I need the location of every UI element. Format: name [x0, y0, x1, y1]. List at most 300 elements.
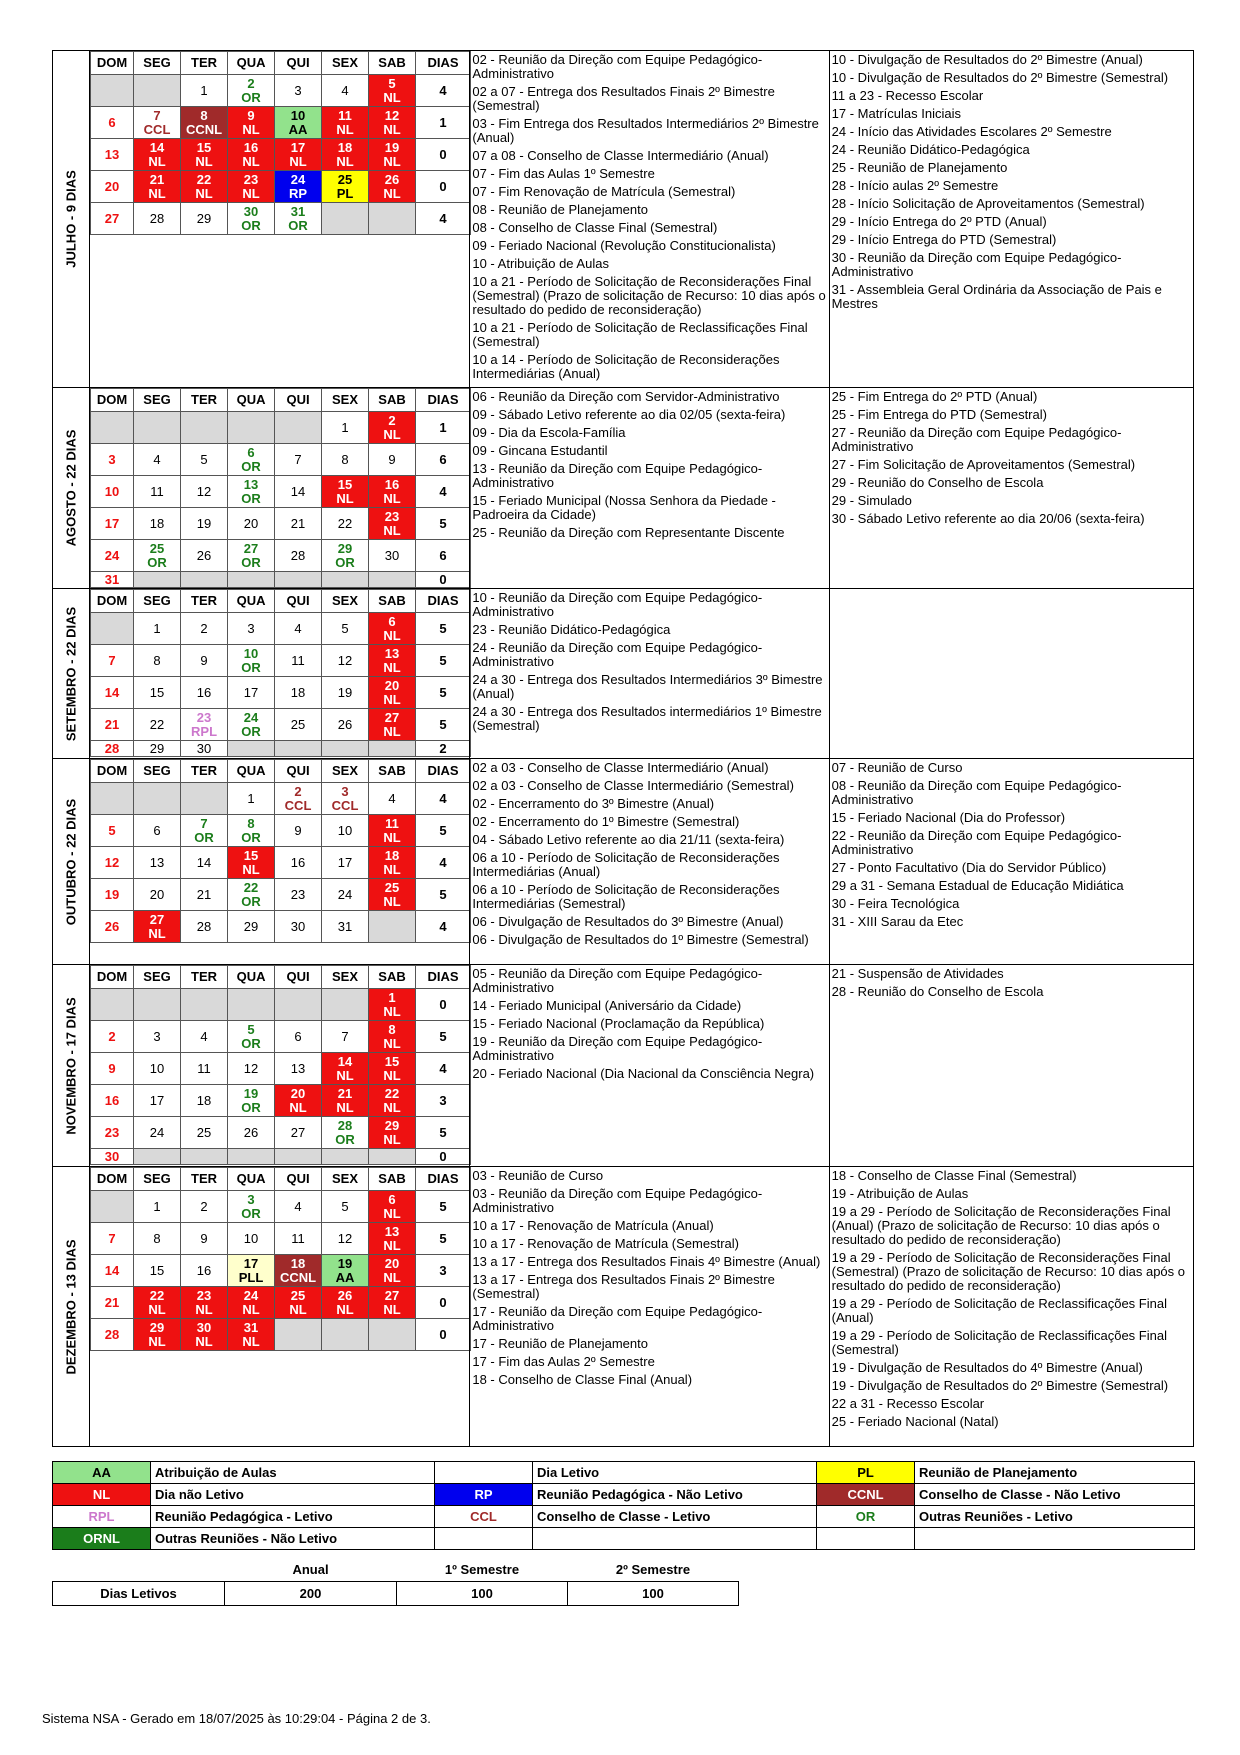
event-item: 10 a 21 - Período de Solicitação de Reclassificações Final (Semestral): [472, 320, 808, 349]
empty-day-cell: [369, 911, 416, 943]
event-item: 25 - Reunião da Direção com Representante Discente: [472, 525, 785, 540]
week-day-count: 4: [416, 783, 471, 815]
event-item: 19 a 29 - Período de Solicitação de Reconsiderações Final (Anual) (Prazo de solicitação de Recurso: 10 dias após o resultado do pedido de reconsideração): [831, 1204, 1171, 1247]
event-item: 13 a 17 - Entrega dos Resultados Finais 4º Bimestre (Anual): [472, 1254, 821, 1269]
month-events-column: [829, 1167, 1193, 1447]
totals-row-label: Dias Letivos: [53, 1582, 225, 1606]
day-number: 5: [200, 451, 208, 467]
empty-day-cell: [275, 741, 322, 757]
event-item: 31 - XIII Sarau da Etec: [831, 914, 964, 929]
week-row: [91, 540, 471, 572]
day-number: 11: [197, 1060, 211, 1076]
day-number: 11: [150, 483, 164, 499]
day-cell: [181, 540, 228, 572]
event-list: [830, 759, 1193, 935]
event-item: 29 - Início Entrega do 2º PTD (Anual): [831, 214, 1047, 229]
day-cell: [181, 444, 228, 476]
week-day-count: 3: [416, 1255, 471, 1287]
day-number: 17: [104, 515, 120, 531]
event-item: 19 - Atribuição de Aulas: [831, 1186, 969, 1201]
event-list: [830, 965, 1193, 1005]
week-row: [91, 476, 471, 508]
day-number: 26: [104, 918, 120, 934]
day-number: 25: [384, 879, 400, 895]
day-cell: [134, 1223, 181, 1255]
day-code: NL: [383, 1003, 401, 1019]
day-number: 13: [149, 854, 165, 870]
day-cell: [228, 815, 275, 847]
day-code: OR: [288, 217, 308, 233]
week-day-count: 4: [416, 75, 471, 107]
day-cell: [134, 1021, 181, 1053]
day-cell: [134, 540, 181, 572]
day-number: 14: [149, 139, 165, 155]
day-code: NL: [148, 1301, 166, 1317]
weekday-header: DOM: [91, 389, 134, 412]
day-cell: [275, 1287, 322, 1319]
weekday-header: DIAS: [416, 52, 471, 75]
week-day-count: 3: [416, 1085, 471, 1117]
day-cell: [322, 139, 369, 171]
month-title: DEZEMBRO - 13 DIAS: [63, 1238, 79, 1375]
event-list: [470, 51, 828, 387]
day-number: 22: [243, 879, 259, 895]
event-item: 03 - Fim Entrega dos Resultados Intermediários 2º Bimestre (Anual): [472, 116, 819, 145]
day-cell: [275, 1223, 322, 1255]
event-item: 02 - Encerramento do 3º Bimestre (Anual): [472, 796, 715, 811]
event-item: 29 - Reunião do Conselho de Escola: [831, 475, 1044, 490]
day-cell: [91, 1149, 134, 1165]
empty-day-cell: [134, 989, 181, 1021]
weekday-header-row: [91, 590, 471, 613]
day-number: 13: [243, 476, 259, 492]
day-number: 21: [337, 1085, 353, 1101]
day-cell: [322, 1223, 369, 1255]
empty-day-cell: [369, 741, 416, 757]
day-number: 16: [104, 1092, 120, 1108]
totals-value-sem1: 100: [397, 1582, 568, 1606]
empty-day-cell: [228, 1149, 275, 1165]
day-number: 4: [153, 451, 161, 467]
day-cell: [91, 847, 134, 879]
day-cell: [134, 508, 181, 540]
empty-day-cell: [91, 75, 134, 107]
day-cell: [134, 1191, 181, 1223]
day-code: OR: [241, 829, 261, 845]
month-title: NOVEMBRO - 17 DIAS: [63, 996, 79, 1135]
day-cell: [228, 171, 275, 203]
event-item: 24 a 30 - Entrega dos Resultados intermediários 1º Bimestre (Semestral): [472, 704, 822, 733]
month-grid-cell: [90, 589, 470, 759]
day-number: 16: [384, 476, 400, 492]
day-cell: [369, 677, 416, 709]
day-number: 27: [290, 1124, 306, 1140]
day-number: 11: [291, 1230, 305, 1246]
event-item: 19 a 29 - Período de Solicitação de Reconsiderações Final (Semestral) (Prazo de solicitação de Recurso: 10 dias após o resultado do pedido de reconsideração): [831, 1250, 1186, 1293]
day-code: OR: [335, 1131, 355, 1147]
weekday-header: SAB: [369, 966, 416, 989]
month-events-column: [470, 1167, 829, 1447]
day-code: PLL: [238, 1269, 264, 1285]
totals-header: 2º Semestre: [615, 1562, 691, 1577]
week-row: [91, 911, 471, 943]
event-item: 10 a 17 - Renovação de Matrícula (Semestral): [472, 1236, 739, 1251]
day-number: 26: [196, 547, 212, 563]
weekday-header: QUA: [228, 760, 275, 783]
week-day-count: 0: [416, 1319, 471, 1351]
day-cell: [228, 677, 275, 709]
event-item: 17 - Fim das Aulas 2º Semestre: [472, 1354, 655, 1369]
legend-label: Reunião de Planejamento: [915, 1462, 1195, 1484]
day-cell: [134, 1287, 181, 1319]
week-row: [91, 1223, 471, 1255]
day-cell: [228, 879, 275, 911]
day-cell: [322, 815, 369, 847]
day-cell: [275, 1117, 322, 1149]
day-cell: [322, 476, 369, 508]
day-code: PL: [336, 185, 354, 201]
day-cell: [91, 508, 134, 540]
day-cell: [134, 1319, 181, 1351]
weekday-header: TER: [181, 389, 228, 412]
day-code: NL: [148, 185, 166, 201]
day-number: 31: [337, 918, 353, 934]
day-cell: [134, 847, 181, 879]
day-number: 18: [290, 684, 306, 700]
month-grid-cell: [90, 965, 470, 1167]
day-cell: [369, 783, 416, 815]
day-number: 14: [104, 1262, 120, 1278]
empty-day-cell: [91, 613, 134, 645]
event-item: 19 - Divulgação de Resultados do 4º Bimestre (Anual): [831, 1360, 1143, 1375]
day-code: NL: [148, 153, 166, 169]
day-number: 20: [149, 886, 165, 902]
weekday-header: QUA: [228, 1168, 275, 1191]
legend-label: [533, 1528, 817, 1550]
day-number: 24: [290, 171, 306, 187]
day-cell: [369, 709, 416, 741]
event-item: 19 a 29 - Período de Solicitação de Reclassificações Final (Semestral): [831, 1328, 1167, 1357]
weekday-header: SEG: [134, 590, 181, 613]
day-cell: [181, 476, 228, 508]
day-cell: [228, 645, 275, 677]
day-cell: [275, 444, 322, 476]
event-item: 18 - Conselho de Classe Final (Anual): [472, 1372, 693, 1387]
day-code: CCL: [143, 121, 171, 137]
weekday-header-row: [91, 1168, 471, 1191]
month-events-column: [829, 589, 1193, 759]
week-row: [91, 75, 471, 107]
day-code: NL: [383, 893, 401, 909]
day-code: NL: [148, 1333, 166, 1349]
week-day-count: 0: [416, 572, 471, 588]
day-number: 31: [243, 1319, 259, 1335]
week-row: [91, 815, 471, 847]
day-cell: [369, 1117, 416, 1149]
day-code: RPL: [191, 723, 218, 739]
day-cell: [322, 1085, 369, 1117]
day-number: 7: [108, 1230, 116, 1246]
day-cell: [134, 709, 181, 741]
week-row: [91, 1149, 471, 1165]
event-item: 09 - Feriado Nacional (Revolução Constitucionalista): [472, 238, 776, 253]
weekday-header: DOM: [91, 1168, 134, 1191]
day-number: 24: [243, 1287, 259, 1303]
day-code: NL: [383, 829, 401, 845]
day-code: OR: [241, 723, 261, 739]
day-number: 6: [388, 613, 396, 629]
day-number: 9: [388, 451, 396, 467]
day-number: 8: [388, 1021, 396, 1037]
day-number: 12: [243, 1060, 259, 1076]
weekday-header: SAB: [369, 590, 416, 613]
day-cell: [322, 75, 369, 107]
week-row: [91, 107, 471, 139]
event-item: 03 - Reunião da Direção com Equipe Pedagógico-Administrativo: [472, 1186, 763, 1215]
day-number: 1: [247, 790, 255, 806]
day-number: 8: [153, 652, 161, 668]
month-events-column: [470, 589, 829, 759]
day-number: 3: [247, 1191, 255, 1207]
month-events-column: [470, 51, 829, 388]
legend-code: CCL: [435, 1506, 533, 1528]
weekday-header: SEG: [134, 389, 181, 412]
month-label: [53, 965, 90, 1167]
day-number: 18: [384, 847, 400, 863]
day-code: OR: [335, 554, 355, 570]
day-code: OR: [241, 217, 261, 233]
day-number: 8: [341, 451, 349, 467]
totals-table: [52, 1558, 739, 1606]
week-row: [91, 1287, 471, 1319]
day-number: 24: [149, 1124, 165, 1140]
day-cell: [369, 613, 416, 645]
event-item: 10 a 17 - Renovação de Matrícula (Anual): [472, 1218, 714, 1233]
week-row: [91, 572, 471, 588]
day-number: 28: [196, 918, 212, 934]
legend-label: Atribuição de Aulas: [151, 1462, 435, 1484]
event-item: 02 a 03 - Conselho de Classe Intermediário (Anual): [472, 760, 769, 775]
day-cell: [228, 508, 275, 540]
totals-header: Anual: [292, 1562, 329, 1577]
week-day-count: 5: [416, 508, 471, 540]
day-number: 23: [290, 886, 306, 902]
event-item: 09 - Sábado Letivo referente ao dia 02/05 (sexta-feira): [472, 407, 786, 422]
day-cell: [134, 107, 181, 139]
day-code: NL: [242, 121, 260, 137]
week-row: [91, 613, 471, 645]
day-number: 31: [290, 203, 306, 219]
week-row: [91, 1021, 471, 1053]
day-number: 17: [243, 1255, 259, 1271]
day-number: 24: [337, 886, 353, 902]
day-number: 30: [196, 1319, 212, 1335]
day-number: 3: [294, 82, 302, 98]
day-number: 2: [108, 1028, 116, 1044]
empty-day-cell: [134, 412, 181, 444]
month-events-column: [829, 965, 1193, 1167]
day-code: NL: [242, 185, 260, 201]
week-row: [91, 783, 471, 815]
event-item: 10 - Reunião da Direção com Equipe Pedagógico-Administrativo: [472, 590, 763, 619]
event-item: 21 - Suspensão de Atividades: [831, 966, 1004, 981]
day-cell: [275, 783, 322, 815]
event-list: [470, 1167, 828, 1393]
day-cell: [275, 1191, 322, 1223]
weekday-header: SEG: [134, 1168, 181, 1191]
event-item: 25 - Feriado Nacional (Natal): [831, 1414, 999, 1429]
weekday-header-row: [91, 966, 471, 989]
empty-day-cell: [322, 1149, 369, 1165]
day-number: 1: [341, 419, 349, 435]
day-number: 28: [104, 1326, 120, 1342]
event-item: 19 - Divulgação de Resultados do 2º Bimestre (Semestral): [831, 1378, 1169, 1393]
week-day-count: 1: [416, 107, 471, 139]
day-cell: [91, 444, 134, 476]
weekday-header: SAB: [369, 1168, 416, 1191]
empty-day-cell: [134, 75, 181, 107]
month-title: JULHO - 9 DIAS: [63, 170, 79, 268]
week-day-count: 5: [416, 613, 471, 645]
day-cell: [369, 540, 416, 572]
day-number: 5: [247, 1021, 255, 1037]
day-code: NL: [195, 1301, 213, 1317]
day-number: 27: [384, 1287, 400, 1303]
month-title: SETEMBRO - 22 DIAS: [63, 606, 79, 741]
day-cell: [91, 1053, 134, 1085]
weekday-header: SAB: [369, 760, 416, 783]
day-number: 6: [294, 1028, 302, 1044]
day-cell: [91, 1255, 134, 1287]
day-number: 19: [104, 886, 120, 902]
event-item: 08 - Reunião de Planejamento: [472, 202, 648, 217]
day-cell: [228, 709, 275, 741]
event-item: 03 - Reunião de Curso: [472, 1168, 604, 1183]
week-day-count: 0: [416, 989, 471, 1021]
empty-day-cell: [181, 572, 228, 588]
day-cell: [91, 540, 134, 572]
day-cell: [228, 203, 275, 235]
day-code: NL: [383, 153, 401, 169]
week-day-count: 5: [416, 879, 471, 911]
day-cell: [134, 171, 181, 203]
day-number: 25: [290, 716, 306, 732]
legend-row: [53, 1484, 1195, 1506]
day-number: 8: [153, 1230, 161, 1246]
day-number: 21: [196, 886, 212, 902]
month-row: [53, 388, 1194, 589]
day-code: NL: [242, 861, 260, 877]
day-cell: [228, 476, 275, 508]
day-number: 27: [243, 540, 259, 556]
day-cell: [369, 171, 416, 203]
empty-day-cell: [275, 412, 322, 444]
day-number: 23: [384, 508, 400, 524]
day-code: CCNL: [185, 121, 223, 137]
day-cell: [181, 1053, 228, 1085]
day-cell: [275, 1021, 322, 1053]
day-cell: [275, 203, 322, 235]
day-number: 14: [337, 1053, 353, 1069]
weekday-header: SEX: [322, 966, 369, 989]
day-number: 4: [294, 1198, 302, 1214]
day-number: 15: [337, 476, 353, 492]
week-day-count: 0: [416, 139, 471, 171]
day-number: 4: [200, 1028, 208, 1044]
event-item: 15 - Feriado Municipal (Nossa Senhora da Piedade - Padroeira da Cidade): [472, 493, 776, 522]
day-code: NL: [383, 121, 401, 137]
day-code: OR: [241, 1205, 261, 1221]
day-cell: [134, 1255, 181, 1287]
totals-value-sem2: 100: [568, 1582, 739, 1606]
week-row: [91, 709, 471, 741]
weekday-header-row: [91, 389, 471, 412]
day-code: NL: [195, 153, 213, 169]
day-cell: [134, 444, 181, 476]
week-row: [91, 1117, 471, 1149]
week-row: [91, 1053, 471, 1085]
day-cell: [91, 709, 134, 741]
day-number: 3: [108, 451, 116, 467]
day-code: OR: [241, 1035, 261, 1051]
day-number: 13: [290, 1060, 306, 1076]
event-item: 24 - Início das Atividades Escolares 2º Semestre: [831, 124, 1112, 139]
empty-day-cell: [322, 203, 369, 235]
day-number: 5: [108, 822, 116, 838]
day-cell: [181, 709, 228, 741]
day-number: 20: [243, 515, 259, 531]
day-cell: [91, 1117, 134, 1149]
day-number: 26: [337, 716, 353, 732]
week-day-count: 4: [416, 1053, 471, 1085]
month-row: [53, 759, 1194, 965]
day-number: 14: [196, 854, 212, 870]
day-cell: [322, 613, 369, 645]
day-number: 23: [196, 709, 212, 725]
empty-day-cell: [322, 1319, 369, 1351]
day-cell: [91, 1287, 134, 1319]
day-code: NL: [383, 1237, 401, 1253]
day-code: NL: [383, 1035, 401, 1051]
day-number: 31: [104, 571, 120, 587]
week-row: [91, 847, 471, 879]
day-number: 24: [104, 547, 120, 563]
day-number: 12: [104, 854, 120, 870]
weekday-header: SEG: [134, 52, 181, 75]
event-item: 25 - Fim Entrega do 2º PTD (Anual): [831, 389, 1038, 404]
month-row: [53, 589, 1194, 759]
event-item: 04 - Sábado Letivo referente ao dia 21/11 (sexta-feira): [472, 832, 785, 847]
day-number: 25: [290, 1287, 306, 1303]
legend-code: PL: [817, 1462, 915, 1484]
legend-code: [817, 1528, 915, 1550]
week-day-count: 4: [416, 911, 471, 943]
event-item: 11 a 23 - Recesso Escolar: [831, 88, 984, 103]
event-item: 20 - Feriado Nacional (Dia Nacional da Consciência Negra): [472, 1066, 815, 1081]
empty-day-cell: [369, 203, 416, 235]
week-day-count: 5: [416, 1021, 471, 1053]
empty-day-cell: [322, 741, 369, 757]
day-code: NL: [289, 1099, 307, 1115]
weekday-header: QUI: [275, 760, 322, 783]
event-item: 02 a 07 - Entrega dos Resultados Finais 2º Bimestre (Semestral): [472, 84, 775, 113]
week-row: [91, 139, 471, 171]
day-cell: [181, 847, 228, 879]
month-row: [53, 1167, 1194, 1447]
event-item: 08 - Reunião da Direção com Equipe Pedagógico-Administrativo: [831, 778, 1122, 807]
day-cell: [181, 815, 228, 847]
day-code: NL: [383, 659, 401, 675]
